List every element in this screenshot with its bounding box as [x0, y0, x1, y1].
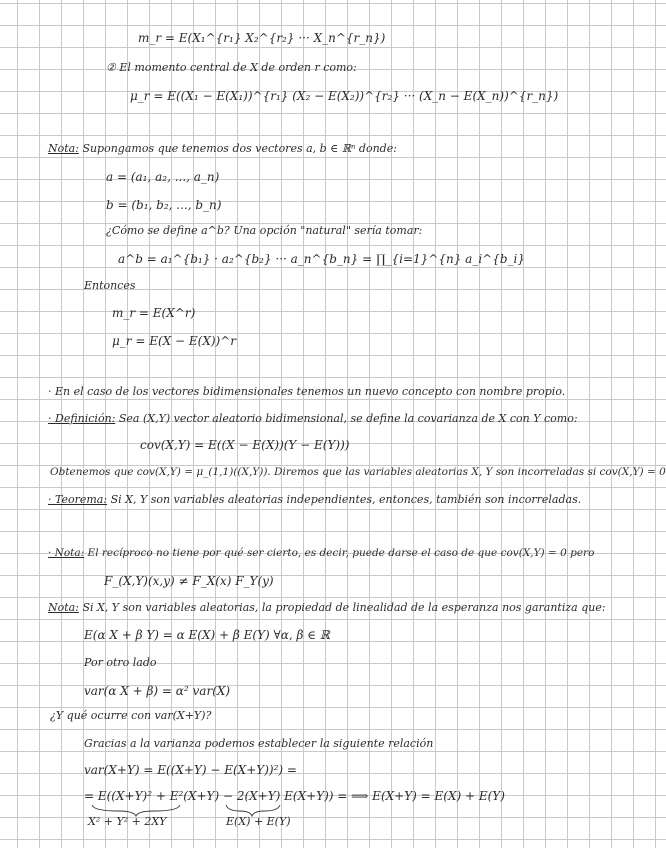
central-moment-vector-formula: μ_r = E(X − E(X))^r [112, 334, 237, 348]
then-label: Entonces [84, 279, 136, 292]
vector-b: b = (b₁, b₂, ..., b_n) [106, 198, 222, 212]
nota-label-3: Nota: [48, 601, 79, 614]
variance-affine-formula: var(α X + β) = α² var(X) [84, 684, 231, 698]
nota-linearity-text: Si X, Y son variables aleatorias, la propiedad de linealidad de la esperanza nos garantiza que: [82, 601, 606, 614]
definition-text: Sea (X,Y) vector aleatorio bidimensional, se define la covarianza de X con Y como: [118, 412, 578, 425]
joint-distribution-inequality: F_(X,Y)(x,y) ≠ F_X(x) F_Y(y) [104, 574, 274, 588]
nota-label: Nota: [48, 142, 79, 155]
variance-sum-formula: var(X+Y) = E((X+Y) − E(X+Y))²) = [84, 763, 297, 777]
nota-reciprocal [48, 546, 594, 560]
expectation-sum-note: E(X) + E(Y) [226, 815, 291, 828]
nota-reciprocal-text: El recíproco no tiene por qué ser cierto, es decir, puede darse el caso de que cov(X,Y) = 0 pero [87, 547, 595, 559]
moment-formula: m_r = E(X₁^{r₁} X₂^{r₂} ··· X_n^{r_n}) [138, 31, 386, 45]
bidimensional-intro: · En el caso de los vectores bidimensionales tenemos un nuevo concepto con nombre propio. [48, 385, 566, 398]
square-expansion-note: X² + Y² + 2XY [88, 815, 167, 828]
nota-linearity [48, 601, 606, 615]
nota-label-2: · Nota: [48, 547, 85, 559]
theorem-independent [48, 493, 581, 507]
expectation-linearity-formula: E(α X + β Y) = α E(X) + β E(Y) ∀α, β ∈ ℝ [84, 628, 330, 642]
definition-covariance [48, 412, 578, 426]
nota-text: Supongamos que tenemos dos vectores a, b ∈ ℝⁿ donde: [82, 142, 397, 155]
central-moment-definition: ② El momento central de X de orden r como: [106, 61, 357, 74]
question-define-power: ¿Cómo se define a^b? Una opción "natural" sería tomar: [106, 224, 423, 237]
nota-vectors [48, 142, 397, 156]
theorem-text: Si X, Y son variables aleatorias independientes, entonces, también son incorreladas. [110, 493, 582, 506]
uncorrelated-statement: Obtenemos que cov(X,Y) = μ_(1,1)((X,Y)). Diremos que las variables aleatorias X, Y son incorreladas si cov(X,Y) = 0 [50, 466, 666, 478]
theorem-label: · Teorema: [48, 493, 108, 506]
on-the-other-hand: Por otro lado [84, 656, 157, 669]
power-product-formula: a^b = a₁^{b₁} · a₂^{b₂} ··· a_n^{b_n} = ∏_{i=1}^{n} a_i^{b_i} [118, 252, 526, 266]
variance-relation-intro: Gracias a la varianza podemos establecer la siguiente relación [84, 737, 434, 750]
central-moment-formula: μ_r = E((X₁ − E(X₁))^{r₁} (X₂ − E(X₂))^{r₂} ··· (X_n − E(X_n))^{r_n}) [130, 89, 559, 103]
covariance-formula: cov(X,Y) = E((X − E(X))(Y − E(Y))) [140, 438, 350, 452]
vector-a: a = (a₁, a₂, ..., a_n) [106, 170, 220, 184]
question-variance-sum: ¿Y qué ocurre con var(X+Y)? [50, 709, 212, 722]
definition-label: · Definición: [48, 412, 116, 425]
variance-expansion-formula: = E((X+Y)² + E²(X+Y) − 2(X+Y) E(X+Y)) = ⟹ E(X+Y) = E(X) + E(Y) [84, 789, 505, 803]
moment-vector-formula: m_r = E(X^r) [112, 306, 196, 320]
